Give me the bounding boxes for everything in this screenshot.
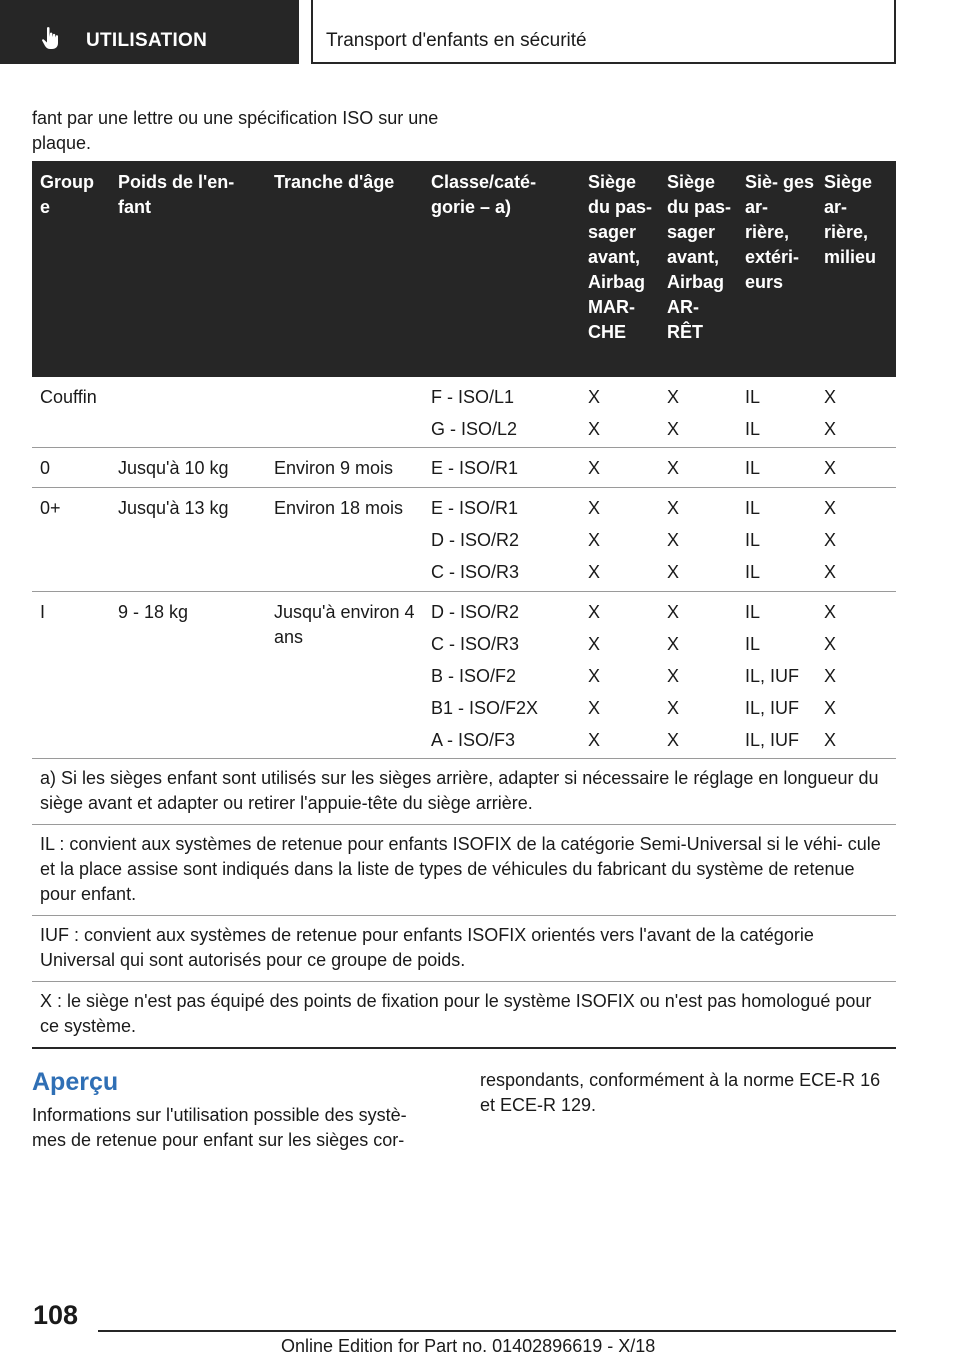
footer-edition: Online Edition for Part no. 01402896619 - X/18 (281, 1336, 656, 1356)
cell-value: X (824, 387, 837, 407)
header-class: Classe/caté- gorie – a) (431, 172, 537, 217)
header-section-tab (0, 0, 299, 64)
cell-value: X (588, 634, 601, 654)
cell-value: IL, IUF (745, 666, 800, 686)
header-front-airbag-off: Siège du pas- sager avant, Airbag AR- RÊT (667, 172, 732, 342)
cell-value: X (667, 698, 680, 718)
cell-value: X (588, 666, 601, 686)
class-value: E - ISO/R1 (431, 458, 519, 478)
cell-value: IL (745, 458, 761, 478)
class-value: B1 - ISO/F2X (431, 698, 539, 718)
header-front-airbag-on: Siège du pas- sager avant, Airbag MAR- CHE (588, 172, 653, 342)
cell-value: X (588, 602, 601, 622)
class-value: C - ISO/R3 (431, 562, 520, 582)
cell-rear-outer (745, 596, 799, 756)
cell-rear-outer (745, 492, 760, 588)
section-heading: Aperçu (32, 1068, 119, 1096)
cell-value: IL, IUF (745, 698, 800, 718)
cell-value: IL (745, 530, 761, 550)
cell-value: X (824, 458, 837, 478)
cell-value: X (824, 562, 837, 582)
header-rear-middle: Siège ar- rière, milieu (824, 172, 877, 267)
section-text-right: respondants, conformément à la norme ECE-R 16 et ECE-R 129. (480, 1070, 881, 1115)
cell-value: IL (745, 602, 761, 622)
cell-value: IL (745, 562, 761, 582)
section-text-left: Informations sur l'utilisation possible des systè- mes de retenue pour enfant sur les sièges cor- (32, 1105, 407, 1150)
cell-value: IL, IUF (745, 730, 800, 750)
cell-value: X (824, 498, 837, 518)
cell-rear-middle (824, 596, 836, 756)
cell-age: Environ 18 mois (274, 498, 404, 518)
cell-front-on (588, 492, 600, 588)
cell-classes (431, 492, 519, 588)
cell-value: X (588, 530, 601, 550)
intro-paragraph: fant par une lettre ou une spécification ISO sur une plaque. (32, 108, 439, 153)
cell-classes (431, 596, 538, 756)
cell-value: X (667, 562, 680, 582)
footnote-a: a) Si les sièges enfant sont utilisés sur les sièges arrière, adapter si nécessaire le réglage en longueur du siège avant et adapter ou retirer l'appuie-tête du siège arrière. (32, 759, 896, 825)
cell-value: X (824, 419, 837, 439)
page-number: 108 (33, 1300, 79, 1330)
cell-value: X (824, 730, 837, 750)
cell-front-off (667, 596, 679, 756)
class-value: E - ISO/R1 (431, 498, 519, 518)
cell-value: X (588, 498, 601, 518)
page-title: Transport d'enfants en sécurité (326, 30, 587, 51)
cell-value: X (588, 562, 601, 582)
cell-value: X (824, 698, 837, 718)
cell-value: X (588, 387, 601, 407)
table-row (32, 448, 896, 488)
hand-pointer-icon (40, 26, 62, 50)
footer-divider (98, 1330, 896, 1332)
legend-iuf: IUF : convient aux systèmes de retenue pour enfants ISOFIX orientés vers l'avant de la catégorie Universal qui sont autorisés pour ce groupe de poids. (32, 916, 896, 982)
table-header (32, 161, 896, 377)
cell-value: X (588, 698, 601, 718)
cell-group: I (40, 602, 46, 622)
cell-front-on (588, 381, 600, 445)
cell-age: Jusqu'à environ 4 ans (274, 602, 415, 647)
header-rear-outer: Siè- ges ar- rière, extéri- eurs (745, 172, 815, 292)
cell-value: X (667, 666, 680, 686)
header-group: Group e (40, 172, 94, 217)
cell-weight: Jusqu'à 10 kg (118, 458, 229, 478)
cell-value: X (667, 530, 680, 550)
cell-value: X (824, 602, 837, 622)
table-row (32, 488, 896, 592)
cell-value: X (588, 419, 601, 439)
cell-value: X (824, 634, 837, 654)
header-age: Tranche d'âge (274, 172, 395, 192)
class-value: B - ISO/F2 (431, 666, 517, 686)
cell-front-off (667, 381, 679, 445)
cell-value: X (667, 458, 680, 478)
cell-group: Couffin (40, 387, 97, 407)
legend-x: X : le siège n'est pas équipé des points de fixation pour le système ISOFIX ou n'est pas homologué pour ce système. (32, 982, 896, 1049)
cell-classes (431, 381, 517, 445)
cell-value: X (667, 498, 680, 518)
cell-value: X (824, 666, 837, 686)
cell-group: 0+ (40, 498, 61, 518)
cell-value: X (588, 730, 601, 750)
cell-rear-middle (824, 492, 836, 588)
cell-value: X (667, 387, 680, 407)
table-row (32, 377, 896, 448)
class-value: A - ISO/F3 (431, 730, 516, 750)
class-value: F - ISO/L1 (431, 387, 515, 407)
cell-value: IL (745, 419, 761, 439)
header-section-label: UTILISATION (86, 30, 208, 51)
header-weight: Poids de l'en- fant (118, 172, 235, 217)
table-notes (32, 759, 896, 1049)
cell-value: IL (745, 387, 761, 407)
cell-age: Environ 9 mois (274, 458, 394, 478)
cell-value: X (588, 458, 601, 478)
cell-front-off (667, 492, 679, 588)
cell-value: IL (745, 634, 761, 654)
cell-front-on (588, 596, 600, 756)
cell-value: X (824, 530, 837, 550)
cell-rear-outer (745, 381, 760, 445)
cell-weight: Jusqu'à 13 kg (118, 498, 229, 518)
cell-value: X (667, 419, 680, 439)
class-value: D - ISO/R2 (431, 530, 520, 550)
class-value: C - ISO/R3 (431, 634, 520, 654)
isofix-table (32, 161, 896, 759)
cell-value: IL (745, 498, 761, 518)
class-value: D - ISO/R2 (431, 602, 520, 622)
cell-rear-middle (824, 381, 836, 445)
cell-value: X (667, 730, 680, 750)
table-row (32, 592, 896, 759)
cell-value: X (667, 602, 680, 622)
cell-group: 0 (40, 458, 51, 478)
legend-il: IL : convient aux systèmes de retenue pour enfants ISOFIX de la catégorie Semi-Universal si le véhi- cule et la place assise sont indiqués dans la liste de types de véhicules du fabricant du système de retenue pour enfant. (32, 825, 896, 916)
cell-value: X (667, 634, 680, 654)
class-value: G - ISO/L2 (431, 419, 518, 439)
cell-weight: 9 - 18 kg (118, 602, 189, 622)
